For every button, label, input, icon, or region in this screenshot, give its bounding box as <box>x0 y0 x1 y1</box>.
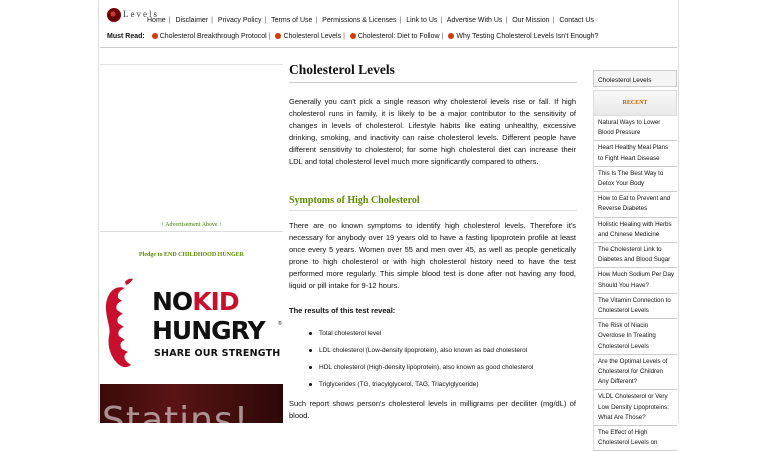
nav-privacy-policy[interactable]: Privacy Policy <box>217 17 262 24</box>
statins-banner-text: Statins! <box>102 400 250 441</box>
ad-label: ↑ Advertisement Above ↑ <box>160 222 223 228</box>
report-paragraph: Such report shows person's cholesterol levels in milligrams per deciliter (mg/dL) of blood. <box>289 399 576 421</box>
sidebar-item-cholesterol-levels[interactable]: Cholesterol Levels <box>593 70 677 87</box>
nav-permissions[interactable]: Permissions & Licenses <box>322 17 397 24</box>
bullet-icon <box>275 33 281 39</box>
bullet-icon <box>152 33 158 39</box>
page-border-left <box>98 0 99 423</box>
ad-slot[interactable] <box>100 64 283 221</box>
list-item: LDL cholesterol (Low-density lipoprotein), also known as bad cholesterol <box>309 347 533 364</box>
must-read-label: Must Read: <box>107 33 145 40</box>
list-item: Total cholesterol level <box>309 330 533 347</box>
bullet-icon <box>448 33 454 39</box>
header-divider <box>100 47 677 48</box>
nav-disclaimer[interactable]: Disclaimer <box>175 17 209 24</box>
symptoms-paragraph: There are no known symptoms to identify high cholesterol levels. Therefore it's necessary for anybody over 19 years old to have a fasting lipoprotein profile at least once every 5 years. Women over 55 and men over 45, as well as people genetically prone to high cholesterol or with high cholesterol history need to have the test performed more regularly. This simple blood test is done after not having any food, liquid or pill intake for 9-12 hours. <box>289 221 576 291</box>
recent-post-link[interactable]: How Much Sodium Per Day Should You Have? <box>593 268 677 293</box>
section-divider <box>289 210 577 211</box>
must-read-bar: Must Read: Cholesterol Breakthrough Protocol | Cholesterol Levels | Cholesterol: Diet to Follow | Why Testing Cholesterol Levels Isn't Enough? <box>107 33 599 40</box>
recent-heading: RECENT <box>593 90 677 116</box>
must-read-link-3[interactable]: Cholesterol: Diet to Follow <box>357 33 440 40</box>
results-list <box>309 330 533 398</box>
recent-post-link[interactable]: Holistic Healing with Herbs and Chinese Medicine <box>593 218 677 243</box>
nav-our-mission[interactable]: Our Mission <box>512 17 550 24</box>
must-read-link-4[interactable]: Why Testing Cholesterol Levels Isn't Enough? <box>456 33 599 40</box>
nkh-registered-mark: ® <box>278 321 282 327</box>
title-divider <box>289 82 577 83</box>
intro-paragraph: Generally you can't pick a single reason why cholesterol levels rise or fall. If high cholesterol runs in family, it is likely to be a major contributor to the sensitivity of changes in levels of cholesterol. Lifestyle habits like eating unhealthy, excessive drinking, smoking, and inactivity can raise cholesterol levels. Different people have different sensitivity to cholesterol; for some high cholesterol diet can increase their LDL and total cholesterol level much more significantly compared to others. <box>289 97 576 167</box>
nkh-tagline: SHARE OUR STRENGTH <box>154 348 281 359</box>
nkh-logo-line2: HUNGRY <box>152 316 265 345</box>
no-kid-hungry-banner[interactable] <box>100 276 283 371</box>
logo-icon <box>107 8 121 22</box>
left-sidebar <box>100 64 283 441</box>
ad-divider <box>100 231 283 232</box>
must-read-link-2[interactable]: Cholesterol Levels <box>283 33 342 40</box>
nkh-logo-line1: NOKID <box>152 287 239 316</box>
pledge-heading: Pledge to END CHILDHOOD HUNGER <box>139 252 244 258</box>
nav-home[interactable]: Home <box>147 17 166 24</box>
recent-post-link[interactable]: This Is The Best Way to Detox Your Body <box>593 167 677 192</box>
recent-post-link[interactable]: VLDL Cholesterol or Very Low Density Lipoproteins: What Are Those? <box>593 390 677 426</box>
recent-post-link[interactable]: The Risk of Niacin Overdose In Treating Cholesterol Levels <box>593 319 677 355</box>
recent-posts-list <box>593 116 677 451</box>
article <box>289 62 577 78</box>
top-navigation: Home | Disclaimer | Privacy Policy | Terms of Use | Permissions & Licenses | Link to Us | Advertise With Us | Our Mission | Contact Us <box>147 17 594 24</box>
recent-post-link[interactable]: The Cholesterol Link to Diabetes and Blood Sugar <box>593 243 677 268</box>
recent-post-link[interactable]: The Effect of High Cholesterol Levels on <box>593 426 677 451</box>
site-logo[interactable] <box>107 8 159 22</box>
list-item: HDL cholesterol (High-density lipoprotein), also known as good cholesterol <box>309 364 533 381</box>
nav-advertise[interactable]: Advertise With Us <box>446 17 503 24</box>
bullet-icon <box>350 33 356 39</box>
apple-icon <box>103 278 148 368</box>
logo-text: Levels <box>123 9 159 19</box>
results-label: The results of this test reveal: <box>289 306 396 315</box>
list-item: Triglycerides (TG, triacylglycerol, TAG, Triacylglyceride) <box>309 381 533 398</box>
nav-contact-us[interactable]: Contact Us <box>559 17 594 24</box>
recent-post-link[interactable]: Are the Optimal Levels of Cholesterol for Children Any Different? <box>593 355 677 391</box>
nav-terms-of-use[interactable]: Terms of Use <box>271 17 313 24</box>
recent-post-link[interactable]: The Vitamin Connection to Cholesterol Levels <box>593 294 677 319</box>
recent-post-link[interactable]: Natural Ways to Lower Blood Pressure <box>593 116 677 141</box>
recent-post-link[interactable]: How to Eat to Prevent and Reverse Diabetes <box>593 192 677 217</box>
nav-link-to-us[interactable]: Link to Us <box>406 17 438 24</box>
must-read-link-1[interactable]: Cholesterol Breakthrough Protocol <box>159 33 267 40</box>
page-border-right <box>678 0 679 423</box>
recent-post-link[interactable]: Heart Healthy Meal Plans to Fight Heart Disease <box>593 141 677 166</box>
section-heading: Symptoms of High Cholesterol <box>289 195 420 206</box>
page-title: Cholesterol Levels <box>289 62 395 77</box>
statins-banner[interactable] <box>100 384 283 441</box>
